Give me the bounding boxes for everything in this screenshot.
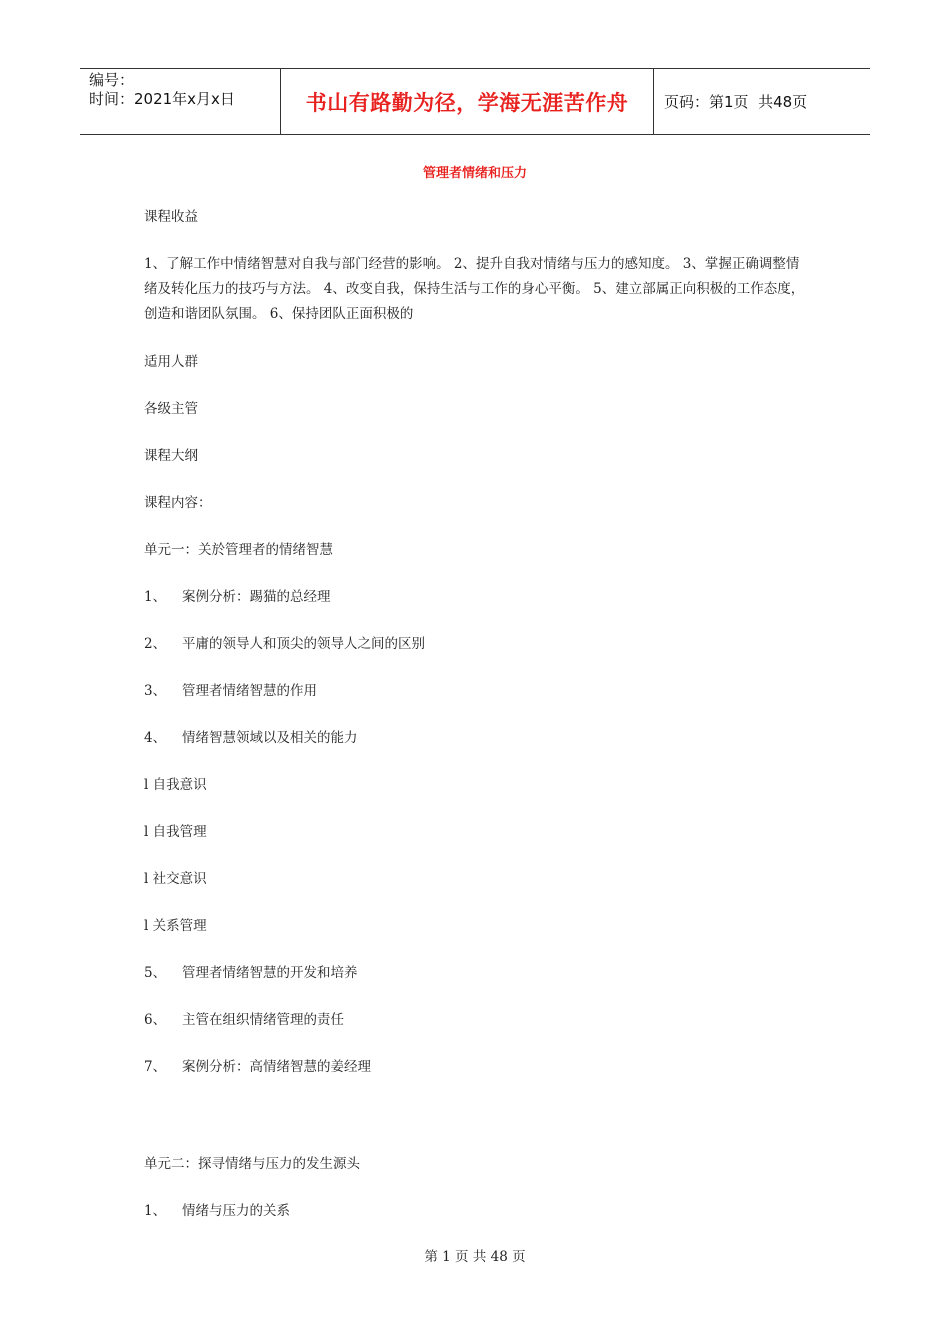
list-item-number: 4、 [144,730,167,746]
benefits-text: 1、了解工作中情绪智慧对自我与部门经营的影响。 2、提升自我对情绪与压力的感知度。 3、掌握正确调整情绪及转化压力的技巧与方法。 4、改变自我，保持生活与工作的身心平衡。 5、建立部属正向积极的工作态度，创造和谐团队氛围。 6、保持团队正面积极的 [144,256,805,322]
list-item-text: 情绪智慧领域以及相关的能力 [182,730,358,746]
unit2-title: 单元二：探寻情绪与压力的发生源头 [144,1156,360,1172]
benefits-heading: 课程收益 [144,209,198,225]
bullet-item: l 自我意识 [144,777,207,793]
bullet-item: l 自我管理 [144,824,207,840]
list-item-text: 案例分析：高情绪智慧的姜经理 [182,1059,371,1075]
document-title: 管理者情绪和压力 [422,166,527,181]
unit1-title: 单元一：关於管理者的情绪智慧 [144,542,333,558]
page-header [80,68,870,135]
list-item [144,1008,344,1033]
list-item [144,1055,371,1080]
list-item [144,726,358,751]
list-item-text: 平庸的领导人和顶尖的领导人之间的区别 [182,636,425,652]
list-item-number: 6、 [144,1012,167,1028]
number-label: 编号： [89,71,135,89]
list-item-number: 5、 [144,965,167,981]
page-info-text: 页码：第1页 共48页 [664,93,808,111]
list-item-text: 管理者情绪智慧的开发和培养 [182,965,358,981]
list-item-text: 案例分析：踢猫的总经理 [182,589,331,605]
time-label: 时间：2021年x月x日 [89,90,235,108]
list-item [144,961,358,986]
outline-heading: 课程大纲 [144,448,198,464]
list-item-number: 2、 [144,636,167,652]
list-item-text: 情绪与压力的关系 [182,1203,290,1219]
list-item-text: 管理者情绪智慧的作用 [182,683,317,699]
list-item-text: 主管在组织情绪管理的责任 [182,1012,344,1028]
header-meta [80,69,281,134]
list-item-number: 3、 [144,683,167,699]
bullet-item: l 社交意识 [144,871,207,887]
header-motto: 书山有路勤为径，学海无涯苦作舟 [281,69,654,134]
content-heading: 课程内容： [144,495,212,511]
list-item-number: 7、 [144,1059,167,1075]
audience-heading: 适用人群 [144,354,198,370]
header-page-info [654,69,870,134]
list-item-number: 1、 [144,1203,167,1219]
page-footer: 第 1 页 共 48 页 [424,1249,526,1265]
bullet-item: l 关系管理 [144,918,207,934]
list-item [144,679,317,704]
list-item-number: 1、 [144,589,167,605]
list-item [144,1199,290,1224]
list-item [144,585,331,610]
audience-text: 各级主管 [144,401,198,417]
list-item [144,632,425,657]
